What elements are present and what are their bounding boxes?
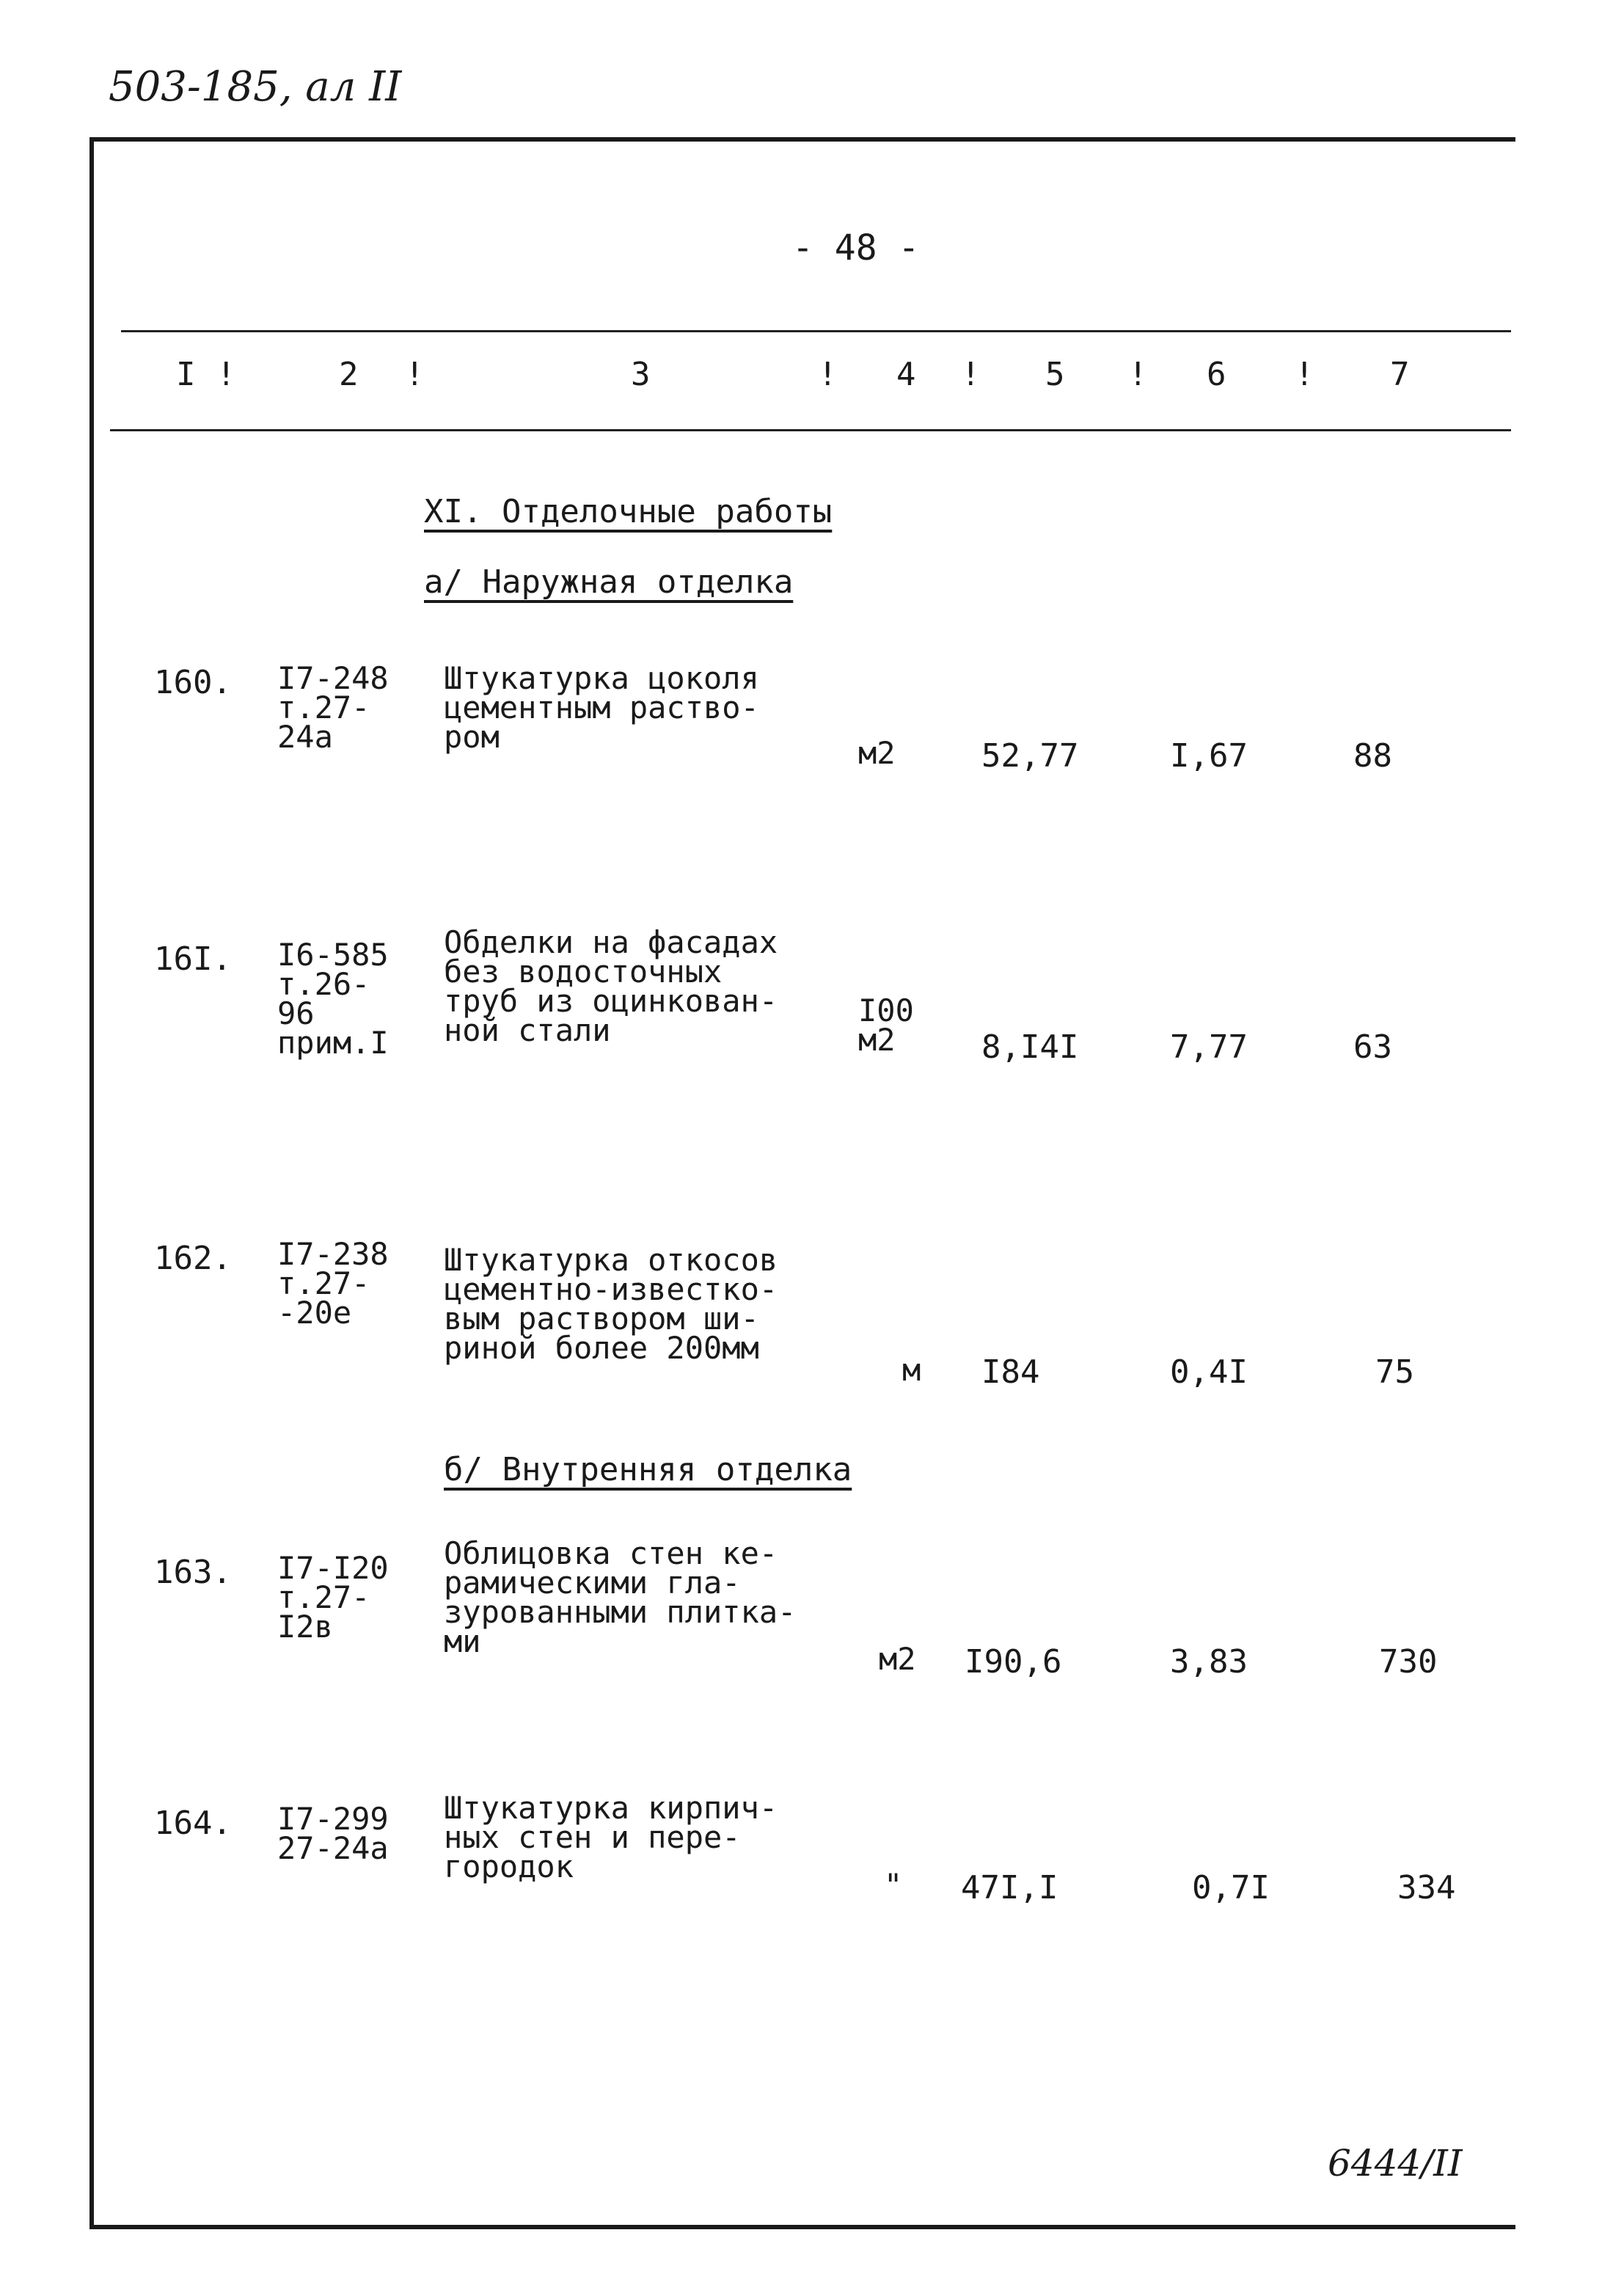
column-separator: ! (405, 356, 425, 393)
header-top-rule (121, 330, 1511, 332)
row-unit: м2 (858, 735, 896, 771)
row-unit-price: 0,7I (1192, 1869, 1270, 1906)
column-number: 2 (339, 356, 359, 393)
header-bottom-rule (110, 429, 1511, 431)
row-quantity: 8,I4I (981, 1028, 1079, 1066)
row-description: Штукатурка откосов цементно-известко- вым раствором ши- риной более 200мм (444, 1242, 778, 1366)
row-code: I6-585 т.26- 96 прим.I (277, 937, 389, 1061)
row-description: Штукатурка цоколя цементным раство- ром (444, 660, 759, 755)
row-description: Штукатурка кирпич- ных стен и пере- городок (444, 1790, 778, 1884)
column-separator: ! (1128, 356, 1148, 393)
column-separator: ! (216, 356, 236, 393)
row-unit: м2 (879, 1641, 916, 1677)
column-number: 5 (1045, 356, 1065, 393)
row-unit: I00 м2 (858, 992, 914, 1058)
column-number: 6 (1207, 356, 1226, 393)
row-unit-price: 3,83 (1170, 1643, 1248, 1681)
row-code: I7-238 т.27- -20е (277, 1236, 389, 1331)
row-code: I7-I20 т.27- I2в (277, 1550, 389, 1645)
row-total: 63 (1353, 1028, 1392, 1066)
row-total: 75 (1375, 1353, 1414, 1391)
row-quantity: I90,6 (965, 1643, 1062, 1681)
row-quantity: 52,77 (981, 737, 1079, 775)
row-unit-price: 7,77 (1170, 1028, 1248, 1066)
column-number: 4 (896, 356, 916, 393)
column-number: 7 (1390, 356, 1410, 393)
row-number: 164. (154, 1805, 232, 1842)
row-total: 730 (1379, 1643, 1438, 1681)
column-number: I (176, 356, 196, 393)
row-number: 162. (154, 1240, 232, 1277)
footer-inventory-mark: 6444/II (1328, 2142, 1463, 2185)
page-number: - 48 - (792, 227, 920, 268)
column-separator: ! (961, 356, 981, 393)
section-title: XI. Отделочные работы (424, 493, 833, 530)
subsection-external-finishing: а/ Наружная отделка (424, 563, 794, 601)
page-frame (89, 137, 1515, 2229)
row-description: Облицовка стен ке- рамическими гла- зурованными плитка- ми (444, 1535, 797, 1659)
row-unit: " (884, 1867, 903, 1903)
column-separator: ! (1295, 356, 1314, 393)
row-total: 334 (1397, 1869, 1456, 1906)
row-code: I7-299 27-24а (277, 1801, 389, 1866)
archive-reference: 503-185, ал II (109, 63, 402, 111)
row-number: 163. (154, 1554, 232, 1591)
row-unit: м (902, 1352, 921, 1388)
subsection-internal-finishing: б/ Внутренняя отделка (444, 1451, 852, 1488)
row-number: 16I. (154, 940, 232, 978)
row-number: 160. (154, 664, 232, 701)
row-quantity: 47I,I (961, 1869, 1058, 1906)
column-number: 3 (631, 356, 651, 393)
row-total: 88 (1353, 737, 1392, 775)
row-unit-price: 0,4I (1170, 1353, 1248, 1391)
row-code: I7-248 т.27- 24а (277, 660, 389, 755)
row-description: Обделки на фасадах без водосточных труб из оцинкован- ной стали (444, 924, 778, 1048)
row-quantity: I84 (981, 1353, 1040, 1391)
column-separator: ! (818, 356, 838, 393)
row-unit-price: I,67 (1170, 737, 1248, 775)
